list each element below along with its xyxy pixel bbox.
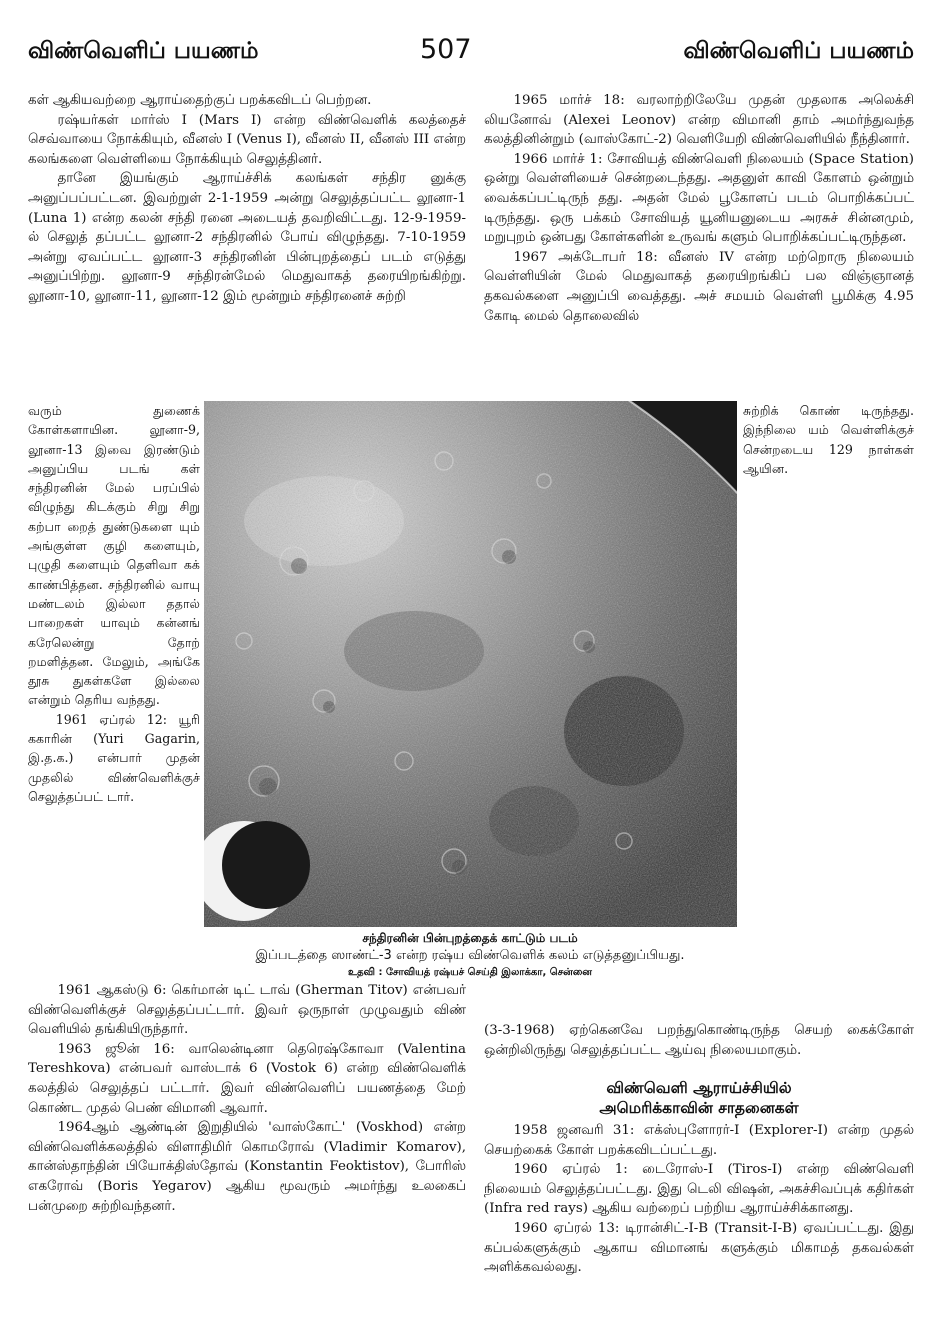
header-left-title: விண்வெளிப் பயணம் — [28, 38, 259, 64]
moon-image — [204, 401, 737, 927]
page-header — [28, 34, 914, 74]
paragraph: வரும் துணைக் கோள்களாயின. லூனா-9, லூனா-13 இவை இரண்டும் அனுப்பிய படங் கள் சந்திரனின் மேல் பரப்பில் விழுந்து கிடக்கும் சிறு சிறு கற்பா றைத் துண்டுகளை யும் அங்குள்ள குழி களையும், புழுதி களையும் தெளிவா கக் காண்பித்தன. சந்திரனில் வாயு மண்டலம் இல்லா ததால் பாறைகள் யாவும் கன்னங் கரேலென்று தோற் றமளித்தன. மேலும், அங்கே தூசு துகள்களே இல்லை என்றும் தெரிய வந்தது. — [28, 403, 200, 708]
paragraph: 1966 மார்ச் 1: சோவியத் விண்வெளி நிலையம் (Space Station) ஒன்று வெள்ளியைச் சென்றடைந்தது. அதனுள் காவி கோளம் ஒன்றும் வைக்கப்பட்டிருந் தது. அதன் மேல் பூகோளப் படம் பொறிக்கப்பட் டிருந்தது. ஒரு பக்கம் சோவியத் யூனியனுடைய அரசுச் சின்னமும், மறுபுறம் ஒன்பது கோள்களின் உருவங் களும் பொறிக்கப்பட்டிருந்தன. — [484, 151, 914, 246]
caption-credit: உதவி : சோவியத் ரஷ்யச் செய்தி இலாக்கா, சென்னை — [348, 967, 592, 978]
section-heading — [484, 1078, 914, 1118]
paragraph: 1964ஆம் ஆண்டின் இறுதியில் 'வாஸ்கோட்' (Voskhod) என்ற விண்வெளிக்கலத்தில் விளாதிமிர் கொமரோவ் (Vladimir Komarov), கான்ஸ்தாந்தின் பியோக்திஸ்தோவ் (Konstantin Feoktistov), போரிஸ் எகரோவ் (Boris Yegarov) ஆகிய மூவரும் அமர்ந்து உலகைப் பன்முறை சுற்றிவந்தனர். — [28, 1120, 466, 1214]
paragraph: ரஷ்யர்கள் மார்ஸ் I (Mars I) என்ற விண்வெளிக் கலத்தைச் செவ்வாயை நோக்கியும், வீனஸ் I (Venus I), வீனஸ் II, வீனஸ் III என்ற கலங்களை வெள்ளியை நோக்கியும் செலுத்தினர். — [28, 112, 466, 167]
figure-caption — [170, 930, 770, 980]
section-body — [484, 1121, 914, 1311]
right-column-narrow — [743, 401, 914, 1021]
paragraph: சுற்றிக் கொண் டிருந்தது. இந்நிலை யம் வெள்ளிக்குச் சென்றடைய 129 நாள்கள் ஆயின. — [743, 403, 914, 476]
paragraph: 1960 ஏப்ரல் 13: டிரான்சிட்-I-B (Transit-I-B) ஏவப்பட்டது. இது கப்பல்களுக்கும் ஆகாய விமானங் களுக்கும் மிகாமத் தகவல்கள் அளிக்கவல்லது. — [484, 1220, 914, 1276]
section-heading-line1: விண்வெளி ஆராய்ச்சியில் — [606, 1079, 792, 1097]
right-column-top — [484, 91, 914, 401]
caption-title: சந்திரனின் பின்புறத்தைக் காட்டும் படம் — [362, 931, 578, 945]
section-heading-line2: அமெரிக்காவின் சாதனைகள் — [599, 1099, 799, 1117]
paragraph: 1961 ஏப்ரல் 12: யூரி ககாரின் (Yuri Gagarin, இ.த.க.) என்பார் முதன் முதலில் விண்வெளிக்குச் செலுத்தப்பட் டார். — [28, 711, 200, 804]
paragraph: 1960 ஏப்ரல் 1: டைரோஸ்-I (Tiros-I) என்ற விண்வெளி நிலையம் செலுத்தப்பட்டது. இது டெலி விஷன், அகச்சிவப்புக் கதிர்கள் (Infra red rays) ஆகிய வற்றைப் பற்றிய ஆராய்ச்சிக்கானது. — [484, 1162, 914, 1217]
moon-photo — [204, 401, 737, 927]
paragraph: 1963 ஜூன் 16: வாலென்டினா தெரெஷ்கோவா (Valentina Tereshkova) என்பவர் வாஸ்டாக் 6 (Vostok 6) என்ற விண்வெளிக் கலத்தில் செலுத்தப் பட்டார். இவர் விண்வெளிப் பயணத்தை மேற் கொண்ட முதல் பெண் விமானி ஆவார். — [28, 1041, 466, 1116]
paragraph: தானே இயங்கும் ஆராய்ச்சிக் கலங்கள் சந்திர னுக்கு அனுப்பப்பட்டன. இவற்றுள் 2-1-1959 அன்று செலுத்தப்பட்ட லூனா-1 (Luna 1) என்ற கலன் சந்தி ரனை அடையத் தவறிவிட்டது. 12-9-1959-ல் செலுத் தப்பட்ட லூனா-2 சந்திரனில் போய் விழுந்தது. 7-10-1959 அன்று ஏவப்பட்ட லூனா-3 சந்திரனின் பின்புறத்தைப் படம் எடுத்து அனுப்பிற்று. லூனா-9 சந்திரன்மேல் மெதுவாகத் தரையிறங்கிற்று. லூனா-10, லூனா-11, லூனா-12 இம் மூன்றும் சந்திரனைச் சுற்றி — [28, 171, 466, 304]
header-right-title: விண்வெளிப் பயணம் — [683, 38, 914, 64]
paragraph: கள் ஆகியவற்றை ஆராய்தைற்குப் பறக்கவிடப் பெற்றன. — [28, 93, 372, 108]
caption-text: இப்படத்தை ஸாண்ட்-3 என்ற ரஷ்ய விண்வெளிக் கலம் எடுத்தனுப்பியது. — [255, 948, 685, 963]
left-column-narrow — [28, 401, 200, 981]
left-column-bottom — [28, 981, 466, 1311]
paragraph: 1965 மார்ச் 18: வரலாற்றிலேயே முதன் முதலாக அலெக்சி லியனோவ் (Alexei Leonov) என்ற விமானி தாம் அமர்ந்துவந்த கலத்தினின்றும் (வாஸ்கோட்-2) வெளியேறி விண்வெளியில் நீந்தினார். — [484, 93, 914, 148]
paragraph: 1967 அக்டோபர் 18: வீனஸ் IV என்ற மற்றொரு நிலையம் வெள்ளியின் மேல் மெதுவாகத் தரையிறங்கிப் பல விஞ்ஞானத் தகவல்களை அனுப்பி வைத்தது. அச் சமயம் வெள்ளி பூமிக்கு 4.95 கோடி மைல் தொலைவில் — [484, 249, 914, 324]
paragraph: 1958 ஜனவரி 31: எக்ஸ்புளோரர்-I (Explorer-I) என்ற முதல் செயற்கைக் கோள் பறக்கவிடப்பட்டது. — [484, 1123, 914, 1158]
right-column-bottom — [484, 1021, 914, 1069]
left-column-top — [28, 91, 466, 401]
paragraph: 1961 ஆகஸ்டு 6: கெர்மான் டிட் டாவ் (Gherman Titov) என்பவர் விண்வெளிக்குச் செலுத்தப்பட்டார். இவர் ஒருநாள் முழுவதும் விண் வெளியில் தங்கியிருந்தார். — [28, 983, 466, 1038]
paragraph: (3-3-1968) ஏற்கெனவே பறந்துகொண்டிருந்த செயற் கைக்கோள் ஒன்றிலிருந்து செலுத்தப்பட்ட ஆய்வு நிலையமாகும். — [484, 1023, 914, 1058]
page-number: 507 — [420, 34, 472, 65]
